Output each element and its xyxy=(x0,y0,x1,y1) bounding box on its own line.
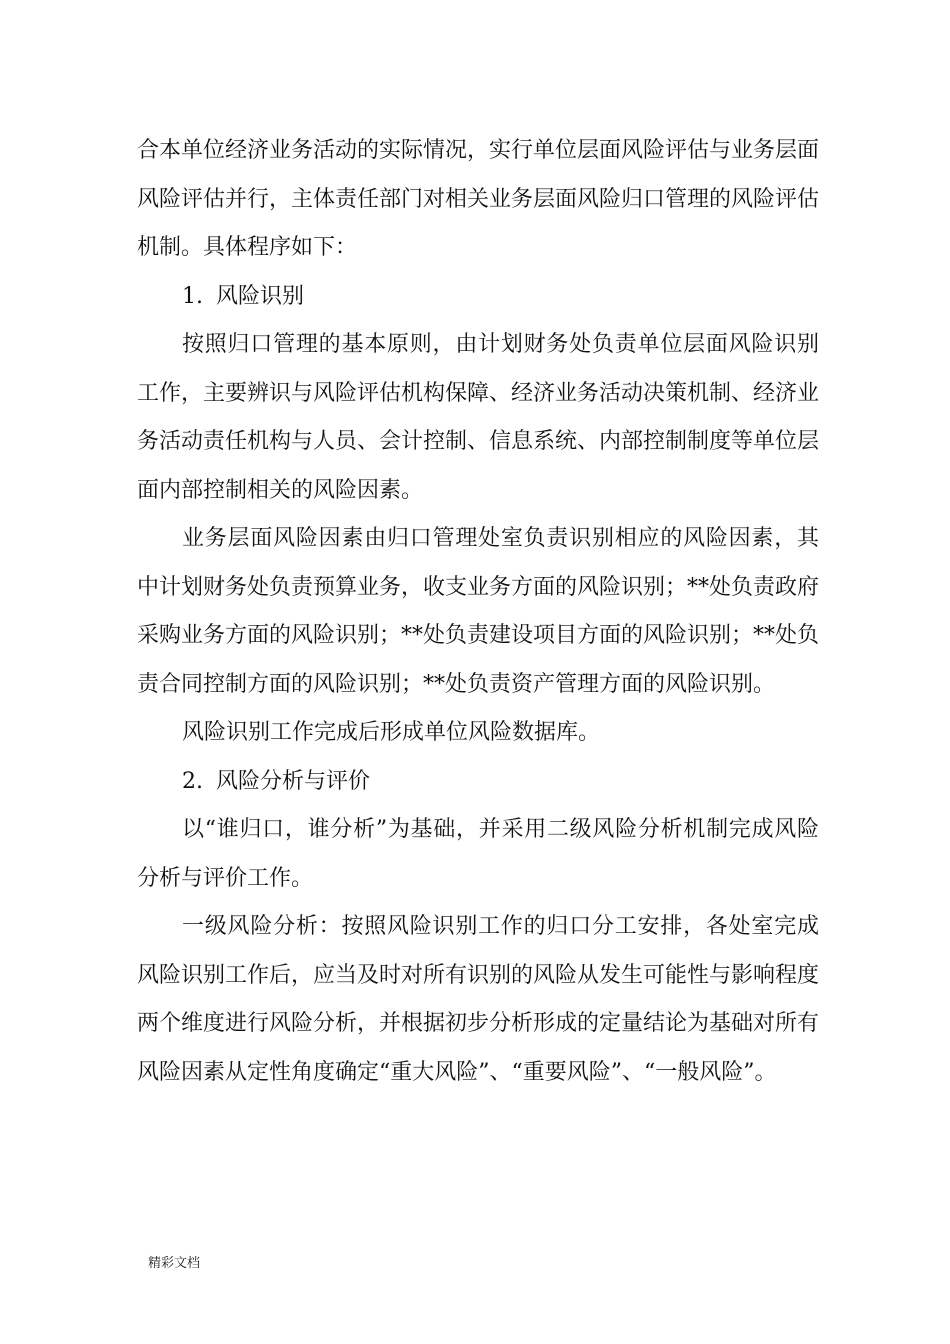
section-title: 风险识别 xyxy=(216,283,305,309)
document-body xyxy=(137,127,819,1097)
section-heading-risk-identification xyxy=(137,273,819,322)
section-number: 1. xyxy=(182,283,203,309)
paragraph-analysis-basis: 以“谁归口，谁分析”为基础，并采用二级风险分析机制完成风险分析与评价工作。 xyxy=(137,817,819,891)
paragraph-risk-database: 风险识别工作完成后形成单位风险数据库。 xyxy=(182,720,601,745)
section-title: 风险分析与评价 xyxy=(216,768,371,794)
section-heading-risk-analysis xyxy=(137,758,819,807)
paragraph-first-level-analysis: 一级风险分析：按照风险识别工作的归口分工安排，各处室完成风险识别工作后，应当及时对所有识别的风险从发生可能性与影响程度两个维度进行风险分析，并根据初步分析形成的定量结论为基础对所有风险因素从定性角度确定“重大风险”、“重要风险”、“一般风险”。 xyxy=(137,914,820,1085)
paragraph-business-level-identification: 业务层面风险因素由归口管理处室负责识别相应的风险因素，其中计划财务处负责预算业务，收支业务方面的风险识别；**处负责政府采购业务方面的风险识别；**处负责建设项目方面的风险识别；**处负责合同控制方面的风险识别；**处负责资产管理方面的风险识别。 xyxy=(137,526,820,697)
paragraph-unit-level-identification: 按照归口管理的基本原则，由计划财务处负责单位层面风险识别工作，主要辨识与风险评估机构保障、经济业务活动决策机制、经济业务活动责任机构与人员、会计控制、信息系统、内部控制制度等单位层面内部控制相关的风险因素。 xyxy=(137,332,820,503)
paragraph-continuation: 合本单位经济业务活动的实际情况，实行单位层面风险评估与业务层面风险评估并行，主体责任部门对相关业务层面风险归口管理的风险评估机制。具体程序如下： xyxy=(137,138,820,260)
section-number: 2. xyxy=(182,768,203,794)
footer-label: 精彩文档 xyxy=(148,1256,201,1271)
